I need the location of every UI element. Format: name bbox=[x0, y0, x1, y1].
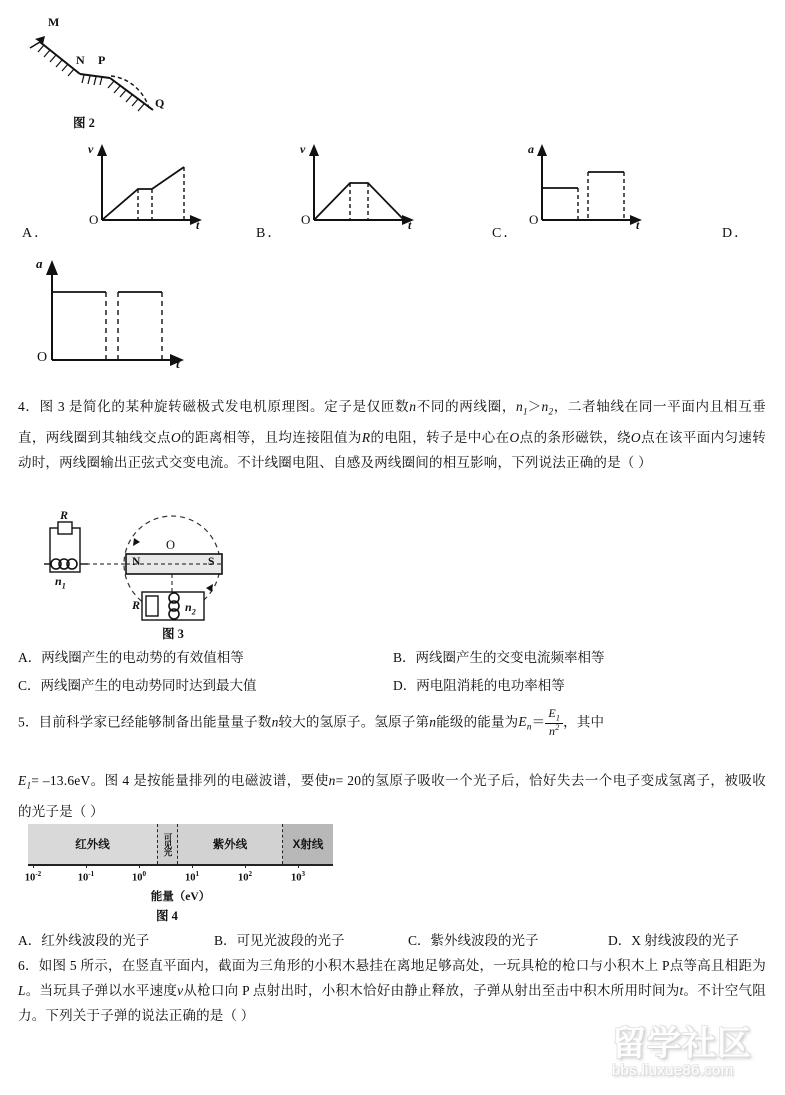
q4-stem-part-5: 的距离相等，且均连接阻值为 bbox=[180, 429, 362, 445]
figure-3-resistor-top-label: R bbox=[60, 508, 69, 522]
graph-d-x-axis-label: t bbox=[176, 356, 180, 371]
graph-c-x-axis-label: t bbox=[636, 218, 640, 232]
q5-stem-part-9: 氢离子，被吸收的光子是（ ） bbox=[18, 773, 767, 819]
q5-e1-value: = –13.6eV bbox=[31, 773, 91, 788]
question-5-stem-line-2 bbox=[18, 768, 766, 824]
graph-a-origin-label: O bbox=[89, 212, 99, 227]
watermark-brand: 留学社区 bbox=[612, 1025, 752, 1063]
graph-a-y-axis-label: v bbox=[88, 142, 94, 156]
spectrum-band-visible-label: 可见光 bbox=[163, 832, 173, 856]
figure-3-coil-n1-label: $n_1$ bbox=[55, 574, 66, 591]
figure-2-slope bbox=[18, 15, 188, 130]
graph-d-y-axis-label: a bbox=[36, 256, 43, 271]
figure-3-coil-n2-label: $n_2$ bbox=[185, 600, 196, 617]
q5-var-n-1: n bbox=[271, 714, 279, 730]
q6-stem-part-4: 从枪口向 P 点射出时，小积木恰好由静止释放，子弹从射出至击 bbox=[183, 983, 570, 998]
spectrum-tick-label-5: $10^2$ bbox=[237, 870, 253, 884]
spectrum-tick bbox=[86, 864, 87, 868]
figure-2-point-m: M bbox=[48, 15, 60, 29]
q6-var-v: v bbox=[177, 983, 184, 998]
q6-stem-part-2: 点等高且相距为 bbox=[669, 958, 766, 973]
spectrum-band-xray-label: X射线 bbox=[292, 839, 324, 851]
q5-option-b[interactable]: B．可见光波段的光子 bbox=[214, 933, 345, 948]
q5-formula-fraction bbox=[545, 707, 563, 738]
graph-b-y-axis-label: v bbox=[300, 142, 306, 156]
spectrum-tick bbox=[33, 864, 34, 868]
q6-stem-part-6: 。不计空气阻力。下列关于子弹的说法正确的是（ ） bbox=[18, 983, 766, 1023]
spectrum-x-axis-label: 能量（eV） bbox=[150, 891, 211, 903]
q4-stem-part-8: 磁铁，绕 bbox=[575, 429, 631, 445]
spectrum-tick bbox=[298, 864, 299, 868]
graph-a-x-axis-label: t bbox=[196, 218, 200, 232]
q4-var-o-2: O bbox=[509, 429, 520, 445]
figure-2-point-q: Q bbox=[155, 96, 165, 110]
q4-stem-part-3: ，二者轴线在同一平 bbox=[553, 399, 682, 414]
q4-var-o-1: O bbox=[170, 429, 181, 445]
q5-formula-numerator: $E_1$ bbox=[548, 706, 561, 723]
q4-option-b[interactable]: B．两线圈产生的交变电流频率相等 bbox=[393, 650, 605, 665]
graph-choice-a bbox=[76, 140, 216, 230]
q4-stem-part-7: 点的条形 bbox=[519, 429, 576, 445]
figure-3-generator bbox=[22, 508, 292, 641]
figure-3-caption: 图 3 bbox=[162, 627, 184, 641]
figure-4-spectrum bbox=[24, 824, 333, 923]
figure-2-point-n: N bbox=[76, 53, 85, 67]
q4-stem-part-6: 的电阻，转子是中心在 bbox=[370, 429, 510, 445]
q4-stem-part-10: 影响，下列说法正确的是（ ） bbox=[470, 454, 652, 470]
q4-option-d[interactable]: D．两电阻消耗的电功率相等 bbox=[393, 678, 565, 693]
q5-e1-symbol: $E_1$ bbox=[18, 773, 32, 791]
graph-choice-b bbox=[288, 140, 428, 230]
figure-3-resistor-bottom-label: R bbox=[132, 598, 141, 612]
q5-option-c[interactable]: C．紫外线波段的光子 bbox=[408, 933, 539, 948]
figure-2-point-p: P bbox=[98, 53, 106, 67]
watermark bbox=[612, 1026, 777, 1088]
graph-choice-c bbox=[516, 140, 656, 230]
q4-inequality-sign: ＞ bbox=[527, 399, 542, 414]
q6-stem-part-3: 。当玩具子弹以水平速度 bbox=[25, 983, 178, 998]
q5-formula-en: $E_n$ bbox=[518, 714, 532, 733]
q6-stem-part-1: 6．如图 5 所示，在竖直平面内，截面为三角形的小积木悬挂在离地足够高处，一玩具枪的枪口与小积木上 P bbox=[18, 958, 670, 973]
spectrum-band-ultraviolet bbox=[178, 824, 283, 864]
watermark-url: bbs.liuxue86.com bbox=[612, 1062, 734, 1079]
q4-option-a[interactable]: A．两线圈产生的电动势的有效值相等 bbox=[18, 650, 244, 665]
graph-b-origin-label: O bbox=[301, 212, 311, 227]
spectrum-band-infrared bbox=[28, 824, 158, 864]
q6-stem-part-5: 中积木所用时间为 bbox=[569, 983, 680, 998]
graph-c-origin-label: O bbox=[529, 212, 539, 227]
spectrum-tick-label-4: $10^1$ bbox=[184, 870, 200, 884]
q5-n-value-var: n bbox=[328, 773, 336, 788]
spectrum-tick-label-3: $10^0$ bbox=[131, 870, 147, 884]
spectrum-tick bbox=[245, 864, 246, 868]
q5-var-n-2: n bbox=[429, 714, 437, 730]
spectrum-tick bbox=[139, 864, 140, 868]
spectrum-band-xray bbox=[283, 824, 333, 864]
figure-2-caption: 图 2 bbox=[73, 116, 95, 130]
q4-var-r: R bbox=[361, 429, 371, 445]
graph-choice-d bbox=[22, 250, 212, 376]
q4-var-n: n bbox=[409, 399, 417, 414]
q6-var-l: L bbox=[18, 983, 26, 998]
q4-n1: $n_1$ bbox=[516, 399, 528, 417]
choice-d-letter[interactable]: D． bbox=[722, 226, 751, 241]
figure-3-magnet-north-label: N bbox=[132, 556, 141, 568]
question-4-stem bbox=[18, 394, 766, 475]
spectrum-tick-label-2: $10^{-1}$ bbox=[77, 870, 95, 884]
spectrum-tick-label-1: $10^{-2}$ bbox=[24, 870, 42, 884]
q5-n-value-eq: = 20 bbox=[335, 773, 362, 788]
figure-3-center-o-label: O bbox=[166, 538, 176, 552]
q5-option-d[interactable]: D．X 射线波段的光子 bbox=[608, 933, 739, 948]
q5-stem-part-4: ，其中 bbox=[563, 714, 605, 730]
q5-stem-part-3: 能级的能量为 bbox=[436, 714, 519, 730]
spectrum-band-infrared-label: 红外线 bbox=[75, 839, 110, 851]
question-6-stem bbox=[18, 953, 766, 1028]
q4-stem-part-1: 4．图 3 是简化的某种旋转磁极式发电机原理图。定子是仅匝数 bbox=[18, 399, 410, 414]
graph-c-y-axis-label: a bbox=[528, 142, 534, 156]
q4-var-o-3: O bbox=[630, 429, 641, 445]
spectrum-band-ultraviolet-label: 紫外线 bbox=[212, 839, 248, 851]
q5-stem-part-6: 。图 4 是按能量排列的电磁波谱，要使 bbox=[90, 773, 329, 788]
q4-stem-part-2: 不同的两线圈， bbox=[416, 399, 517, 414]
spectrum-band-visible bbox=[158, 824, 178, 864]
choice-a-letter[interactable]: A． bbox=[22, 226, 51, 241]
q4-n2: $n_2$ bbox=[541, 399, 554, 417]
question-5-stem-line-1 bbox=[18, 708, 766, 740]
q5-formula-equals: ＝ bbox=[531, 714, 546, 730]
graph-b-x-axis-label: t bbox=[408, 218, 412, 232]
q5-formula-denominator: $n^2$ bbox=[545, 723, 563, 738]
q5-stem-part-1: 5．目前科学家已经能够制备出能量量子数 bbox=[18, 714, 272, 730]
q5-stem-part-8: 的氢原子吸收一个光子后，恰好失去一个电子变成 bbox=[361, 773, 669, 788]
q6-var-t: t bbox=[679, 983, 684, 998]
spectrum-tick bbox=[192, 864, 193, 868]
figure-4-caption: 图 4 bbox=[156, 909, 178, 923]
q4-stem-part-9: 点在该平面内匀速转动时，两线圈输出正弦式交变电流。不计线圈电阻、自感及两线圈间的相互 bbox=[18, 429, 766, 470]
graph-d-origin-label: O bbox=[37, 350, 48, 365]
choice-b-letter[interactable]: B． bbox=[256, 226, 284, 241]
q5-option-a[interactable]: A．红外线波段的光子 bbox=[18, 933, 150, 948]
figure-3-magnet-south-label: S bbox=[208, 556, 215, 568]
q4-stem-part-4: 面内且相互垂直，两线圈到其轴线交点 bbox=[18, 399, 766, 445]
spectrum-tick-label-6: $10^3$ bbox=[290, 870, 306, 884]
q4-option-c[interactable]: C．两线圈产生的电动势同时达到最大值 bbox=[18, 678, 257, 693]
q5-stem-part-2: 较大的氢原子。氢原子第 bbox=[278, 714, 430, 730]
choice-c-letter[interactable]: C． bbox=[492, 226, 520, 241]
spectrum-energy-axis bbox=[28, 864, 333, 866]
